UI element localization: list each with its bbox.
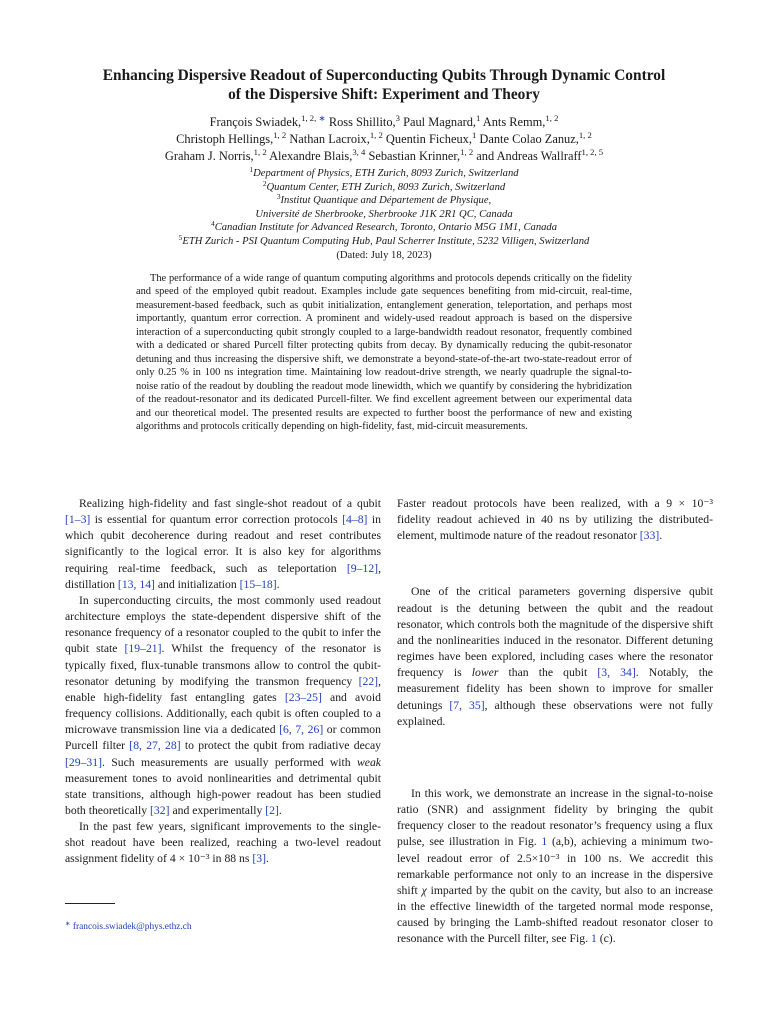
author-name: Paul Magnard, <box>403 115 477 129</box>
author-name: Ants Remm, <box>482 115 546 129</box>
paragraph: In superconducting circuits, the most commonly used readout architecture employs the state-dependent dispersive shift of the resonance frequency of a resonator coupled to the qubit to infer the qubit state [19–21]. Whilst the frequency of the resonator is typically fixed, flux-tunable transmons allow to control the qubit-resonator detuning by modifying the transmon frequency [22], enable high-fidelity fast entangling gates [23–25] and avoid frequency collisions. Additionally, each qubit is often coupled to a microwave transmission line via a dedicated [6, 7, 26] or common Purcell filter [8, 27, 28] to protect the qubit from radiative decay [29–31]. Such measurements are usually performed with weak measurement tones to avoid nonlinearities and detrimental qubit state transitions, although high-power readout has been studied both theoretically [32] and experimentally [2]. <box>65 593 381 817</box>
affiliation: $^2$Quantum Center, ETH Zurich, 8093 Zurich, Switzerland <box>262 178 506 193</box>
author-line-2 <box>40 131 728 148</box>
citation-link[interactable]: [23–25] <box>284 690 322 704</box>
integration-time: 100 ns <box>204 367 234 379</box>
author-name: Dante Colao Zanuz, <box>479 132 579 146</box>
author-line-3 <box>40 148 728 165</box>
paragraph: One of the critical parameters governing dispersive qubit readout is the detuning between the qubit and the readout resonator, which controls both the magnitude of the dispersive shift and the nonlinearities induced in the resonator. Different detuning regimes have been explored, including cases where the resonator frequency is lower than the qubit [3, 34]. Notably, the measurement fidelity has been shown to improve for smaller detunings [7, 35], although these observations were not fully explained. <box>397 585 713 728</box>
affiliation: $^5$ETH Zurich - PSI Quantum Computing Hub, Paul Scherrer Institute, 5232 Villigen, Switzerland <box>178 232 590 247</box>
paragraph: In this work, we demonstrate an increase in the signal-to-noise ratio (SNR) and assignment fidelity by bringing the qubit frequency closer to the readout resonator’s frequency using a flux pulse, see illustration in Fig. 1 (a,b), achieving a minimum two-level readout error of 2.5×10⁻³ in 100 ns. We accredit this remarkable performance not only to an increase in the dispersive shift χ imparted by the qubit on the cavity, but also to an increase in the effective linewidth of the targeted normal mode response, caused by bringing the Lamb-shifted readout resonator closer to resonance with the Purcell filter, see Fig. 1 (c). <box>397 786 714 946</box>
author-name: Ross Shillito, <box>328 115 396 129</box>
author-affil-ref: 1 <box>471 130 477 141</box>
date-line: (Dated: July 18, 2023) <box>336 249 432 261</box>
citation-link[interactable]: [3] <box>252 852 267 866</box>
paper-title <box>40 66 728 104</box>
affiliation: $^1$Department of Physics, ETH Zurich, 8093 Zurich, Switzerland <box>249 164 519 179</box>
author-list <box>40 114 728 165</box>
citation-link[interactable]: [33] <box>639 529 660 543</box>
author-affil-ref: 1, 2 <box>273 130 287 141</box>
author-affil-ref: 1 <box>476 113 481 124</box>
author-name: François Swiadek, <box>209 115 302 129</box>
citation-link[interactable]: [15–18] <box>239 577 277 591</box>
paragraph: In the past few years, significant improvements to the single-shot readout have been realized, reaching a two-level readout assignment fidelity of 4 × 10⁻³ in 88 ns [3]. <box>65 820 381 866</box>
error-value: 0.25 % <box>158 367 189 379</box>
author-affil-ref: 1, 2 <box>253 147 267 158</box>
paragraph-gap <box>397 544 713 584</box>
footnote-marker: ∗ <box>65 920 71 928</box>
paragraph-gap <box>397 730 713 786</box>
right-column <box>397 496 713 947</box>
corresponding-author-marker[interactable]: ∗ <box>318 113 326 124</box>
paragraph: Realizing high-fidelity and fast single-shot readout of a qubit [1–3] is essential for quantum error correction protocols [4–8] in which qubit decoherence during readout and reset contributes significantly to the logical error. It is also key for algorithms requiring real-time feedback, such as teleportation [9–12], distillation [13, 14] and initialization [15–18]. <box>65 497 381 591</box>
citation-link[interactable]: [32] <box>150 803 170 817</box>
affiliation-list <box>40 164 728 262</box>
citation-link[interactable]: [9–12] <box>346 561 379 575</box>
author-line-1 <box>40 114 728 131</box>
figure-link[interactable]: 1 <box>541 835 548 849</box>
author-name: Alexandre Blais, <box>269 149 353 163</box>
email-link[interactable]: francois.swiadek@phys.ethz.ch <box>72 922 192 932</box>
affiliation: $^4$Canadian Institute for Advanced Research, Toronto, Ontario M5G 1M1, Canada <box>210 219 558 234</box>
author-affil-ref: 1, 2, <box>301 113 319 124</box>
author-affil-ref: 1, 2, 5 <box>581 147 604 158</box>
title-line-2: of the Dispersive Shift: Experiment and Theory <box>228 86 540 103</box>
author-name: Graham J. Norris, <box>164 149 254 163</box>
author-affil-ref: 1, 2 <box>369 130 383 141</box>
citation-link[interactable]: [2] <box>265 803 279 817</box>
citation-link[interactable]: [6, 7, 26] <box>279 723 324 737</box>
author-affil-ref: 3 <box>395 113 400 124</box>
affiliation: $^3$Institut Quantique and Département de Physique, <box>276 192 492 207</box>
author-affil-ref: 1, 2 <box>460 147 474 158</box>
figure-link[interactable]: 1 <box>590 932 597 946</box>
author-name: Christoph Hellings, <box>176 132 274 146</box>
title-line-1: Enhancing Dispersive Readout of Superconducting Qubits Through Dynamic Control <box>102 67 666 84</box>
footnote-rule <box>65 903 115 904</box>
citation-link[interactable]: [22] <box>358 674 379 688</box>
citation-link[interactable]: [3, 34] <box>597 666 636 680</box>
citation-link[interactable]: [7, 35] <box>449 698 485 712</box>
author-affil-ref: 3, 4 <box>352 147 366 158</box>
footnote <box>65 921 381 933</box>
citation-link[interactable]: [13, 14] <box>117 577 155 591</box>
paragraph: Faster readout protocols have been realized, with a 9 × 10⁻³ fidelity readout achieved in 40 ns by utilizing the distributed-element, multimode nature of the readout resonator [33]. <box>397 497 714 543</box>
author-name: Quentin Ficheux, <box>385 132 472 146</box>
citation-link[interactable]: [1–3] <box>65 513 91 527</box>
author-name: Nathan Lacroix, <box>289 132 370 146</box>
abstract-text: The performance of a wide range of quantum computing algorithms and protocols depends critically on the fidelity and speed of the employed qubit readout. Examples include gate sequences benefiting from mid-circuit, real-time, measurement-based feedback, such as qubit initialization, entanglement generation, teleportation, and perhaps most importantly, quantum error correction. A prominent and widely-used readout approach is based on the dispersive interaction of a superconducting qubit strongly coupled to a large-bandwidth readout resonator, frequently combined with a dedicated or shared Purcell filter protecting qubits from decay. By dynamically reducing the qubit-resonator detuning and thus increasing the dispersive shift, we demonstrate a beyond-state-of-the-art two-state-readout error of only 0.25 % in 100 ns integration time. Maintaining low readout-drive strength, we nearly quadruple the signal-to-noise ratio of the readout by doubling the readout mode linewidth, which we quantify by considering the hybridization of the readout-resonator and its dedicated Purcell-filter. We find excellent agreement between our experimental data and our theoretical model. The presented results are expected to further boost the performance of new and existing algorithms and protocols critically depending on high-fidelity, fast, mid-circuit measurements. <box>136 273 633 432</box>
author-affil-ref: 1, 2 <box>545 113 559 124</box>
abstract <box>136 272 632 433</box>
affiliation: Université de Sherbrooke, Sherbrooke J1K 2R1 QC, Canada <box>255 208 513 220</box>
author-affil-ref: 1, 2 <box>578 130 592 141</box>
left-column <box>65 496 381 868</box>
author-name: and Andreas Wallraff <box>476 149 582 163</box>
citation-link[interactable]: [29–31] <box>65 755 103 769</box>
citation-link[interactable]: [19–21] <box>124 642 162 656</box>
author-name: Sebastian Krinner, <box>368 149 461 163</box>
citation-link[interactable]: [8, 27, 28] <box>129 739 181 753</box>
citation-link[interactable]: [4–8] <box>342 513 368 527</box>
